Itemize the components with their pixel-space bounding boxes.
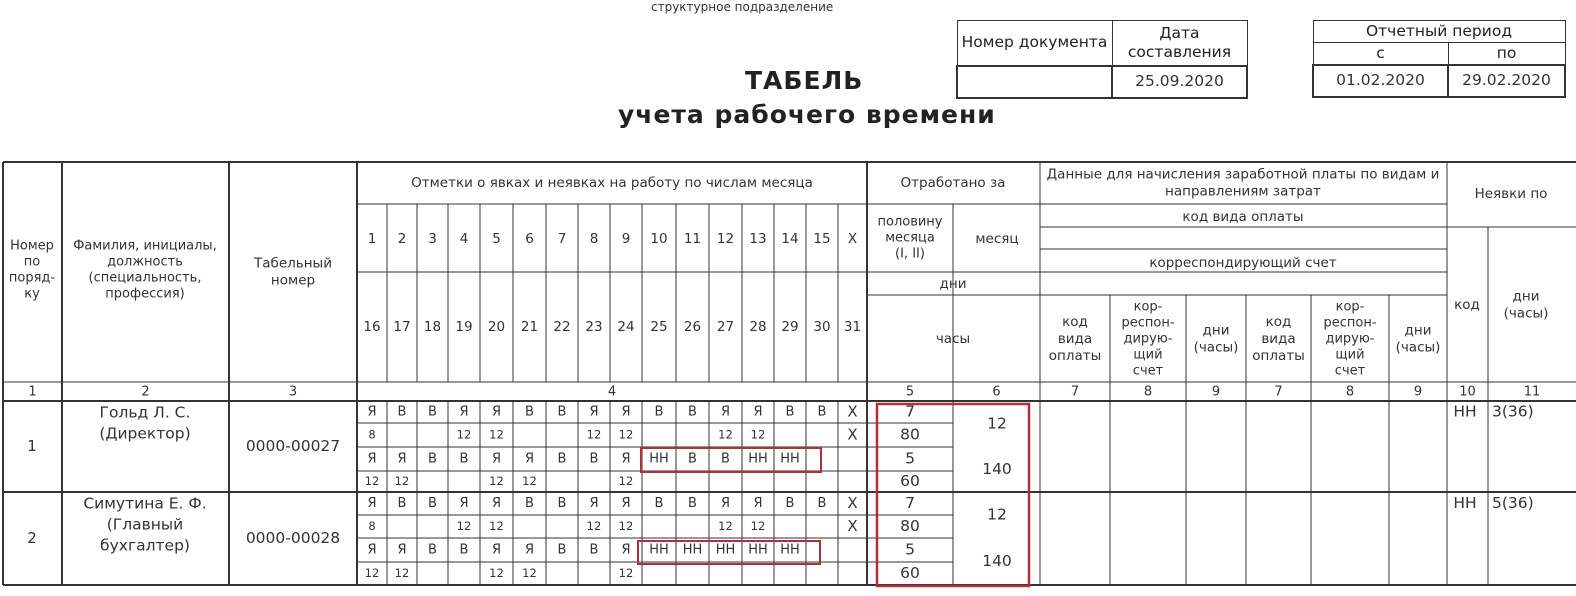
day-number: 9 (621, 231, 631, 247)
day-hours: 12 (456, 519, 472, 533)
header-sub-paycode: оплаты (1048, 348, 1102, 364)
doc-number-label: Номер документа (957, 21, 1112, 66)
header-sub-corr: счет (1132, 363, 1164, 379)
day-hours: 12 (489, 427, 504, 442)
header-sub-corr: дирую- (1123, 331, 1173, 347)
day-mark: В (459, 451, 469, 467)
day-hours: 12 (489, 474, 504, 488)
day-number: 7 (557, 231, 567, 247)
header-paycode: код вида оплаты (1182, 209, 1304, 225)
day-mark: Я (367, 542, 377, 558)
header-worked: Отработано за (900, 175, 1006, 191)
day-mark: В (428, 451, 437, 467)
header-days-hours: (часы) (1503, 305, 1549, 322)
day-number: 31 (843, 319, 862, 335)
day-mark: В (785, 496, 795, 511)
header-absence: Неявки по (1474, 186, 1548, 202)
day-hours: 12 (489, 519, 504, 533)
day-mark: В (589, 542, 599, 558)
day-mark: В (525, 496, 534, 511)
day-mark: Я (491, 496, 502, 511)
column-number: 9 (1413, 384, 1423, 400)
period-to-label: по (1448, 43, 1565, 65)
absence-code: НН (1453, 494, 1477, 512)
day-mark: В (721, 451, 730, 467)
column-number: 7 (1274, 384, 1283, 400)
day-hours: 12 (522, 566, 537, 580)
day-hours: 12 (586, 427, 602, 442)
employee-name: (Директор) (99, 424, 191, 443)
day-mark: Я (491, 542, 502, 558)
day-number: 5 (492, 231, 501, 247)
header-sub-corr: респон- (1323, 315, 1377, 331)
header-half: (I, II) (895, 246, 925, 262)
header-sub-corr: дирую- (1325, 331, 1375, 347)
header-sub-corr: респон- (1121, 315, 1175, 331)
column-number: 6 (992, 384, 1001, 400)
employee-name: (Главный (106, 515, 184, 534)
column-number: 8 (1143, 384, 1153, 400)
column-number: 3 (288, 384, 298, 400)
employee-name: бухгалтер) (100, 536, 190, 555)
absence-code: НН (1453, 402, 1477, 421)
doc-date-label: Дата составления (1112, 21, 1247, 66)
header-sub-corr: кор- (1335, 299, 1365, 315)
day-mark: Я (589, 496, 599, 511)
day-hours: X (847, 425, 858, 444)
header-sub-paycode: код (1062, 314, 1088, 330)
column-number: 8 (1345, 384, 1355, 400)
month-hours: 140 (982, 552, 1012, 570)
day-number: 3 (428, 231, 437, 247)
day-mark: НН (780, 451, 800, 467)
day-mark: Я (397, 451, 407, 467)
day-hours: 12 (489, 566, 504, 580)
subdivision-caption: структурное подразделение (651, 0, 834, 14)
day-number: 13 (749, 231, 767, 247)
header-sub-corr: счет (1334, 363, 1366, 379)
day-mark: Я (753, 496, 763, 511)
half2-days: 5 (905, 540, 915, 559)
header-sub-corr: щий (1133, 347, 1163, 363)
column-number: 11 (1523, 384, 1541, 400)
day-mark: Я (397, 542, 407, 558)
column-number: 9 (1211, 384, 1221, 400)
day-number: 25 (650, 319, 668, 335)
day-number: 11 (683, 231, 702, 247)
employee-name: Гольд Л. С. (99, 403, 191, 422)
day-mark: Я (459, 496, 469, 511)
day-mark: В (525, 404, 534, 420)
day-mark: В (557, 451, 567, 467)
half1-days: 7 (905, 494, 915, 512)
day-mark: В (785, 404, 795, 420)
day-mark: Я (491, 404, 502, 420)
month-days: 12 (987, 505, 1007, 524)
day-number: 8 (589, 231, 599, 247)
day-number: 22 (553, 319, 571, 335)
column-number: 2 (141, 384, 150, 400)
header-marks: Отметки о явках и неявках на работу по числам месяца (411, 175, 813, 191)
header-name: Фамилия, инициалы, (73, 238, 217, 254)
day-number: 23 (585, 319, 603, 335)
header-sub-dayshours: дни (1404, 322, 1432, 339)
document-title: ТАБЕЛЬ (745, 66, 864, 95)
day-hours: 12 (618, 474, 634, 488)
day-mark: В (688, 451, 697, 467)
header-sub-corr: кор- (1133, 299, 1163, 315)
day-number: 6 (525, 231, 534, 247)
day-mark: НН (748, 451, 768, 467)
day-mark: В (654, 404, 664, 420)
day-number: 15 (813, 231, 831, 247)
header-sub-dayshours: (часы) (1395, 339, 1441, 356)
day-mark: В (397, 496, 407, 511)
day-mark: Я (621, 542, 631, 558)
day-number: 2 (397, 231, 407, 247)
day-mark: X (847, 402, 858, 421)
header-corr: корреспондирующий счет (1149, 255, 1337, 271)
header-code: код (1454, 297, 1480, 313)
header-num: по (23, 254, 41, 270)
day-hours: 12 (364, 566, 380, 580)
header-sub-corr: щий (1335, 347, 1365, 363)
day-mark: НН (649, 451, 669, 467)
day-mark: Я (720, 496, 731, 511)
header-days-hours: дни (1512, 288, 1540, 305)
day-mark: НН (748, 542, 768, 558)
header-num: Номер (10, 238, 54, 254)
day-mark: Я (621, 451, 631, 467)
document-subtitle: учета рабочего времени (618, 100, 996, 129)
day-hours: X (847, 517, 858, 535)
half1-days: 7 (905, 402, 915, 421)
absence-days: 3(36) (1492, 402, 1534, 421)
day-hours: 12 (456, 427, 472, 442)
day-number: 16 (363, 319, 381, 335)
day-hours: 12 (750, 519, 766, 533)
day-mark: В (589, 451, 599, 467)
half2-days: 5 (905, 449, 915, 468)
half2-hours: 60 (900, 472, 920, 490)
day-hours: 12 (750, 427, 766, 442)
column-number: 5 (905, 384, 915, 400)
day-mark: Я (621, 404, 631, 420)
day-mark: X (847, 494, 858, 512)
day-number: X (847, 231, 858, 247)
header-sub-paycode: вида (1261, 331, 1296, 347)
period-to-value: 29.02.2020 (1448, 65, 1565, 97)
month-hours: 140 (982, 460, 1012, 478)
day-mark: НН (682, 542, 703, 558)
employee-num: 1 (27, 437, 37, 455)
day-mark: Я (720, 404, 731, 420)
column-number: 4 (607, 384, 617, 400)
header-half: месяца (885, 230, 935, 246)
half1-hours: 80 (900, 517, 920, 535)
day-hours: 12 (364, 474, 380, 488)
employee-tab-number: 0000-00027 (245, 437, 341, 455)
column-number: 7 (1070, 384, 1080, 400)
header-month: месяц (975, 231, 1019, 247)
day-mark: Я (491, 451, 502, 467)
month-days: 12 (987, 414, 1007, 433)
header-days: дни (939, 276, 967, 292)
header-num: ку (24, 286, 40, 302)
day-hours: 12 (586, 519, 602, 533)
day-hours: 12 (522, 474, 537, 488)
day-mark: Я (459, 404, 469, 420)
day-mark: В (817, 496, 827, 511)
day-hours: 8 (368, 427, 376, 442)
day-hours: 12 (718, 519, 733, 533)
day-number: 28 (749, 319, 767, 335)
day-number: 29 (781, 319, 799, 335)
header-salary: направлениям затрат (1165, 183, 1321, 200)
day-mark: В (557, 542, 567, 558)
day-mark: Я (524, 542, 535, 558)
day-number: 12 (716, 231, 735, 247)
day-mark: В (459, 542, 469, 558)
employee-tab-number: 0000-00028 (245, 529, 341, 547)
header-half: половину (877, 214, 943, 230)
period-from-label: с (1313, 43, 1448, 65)
day-number: 20 (487, 319, 506, 335)
period-label: Отчетный период (1313, 21, 1565, 43)
day-hours: 12 (718, 427, 733, 442)
day-number: 17 (393, 319, 411, 335)
day-number: 4 (459, 231, 469, 247)
header-name: профессия) (105, 286, 185, 302)
day-mark: Я (367, 404, 377, 420)
header-salary: Данные для начисления заработной платы по видам и (1046, 166, 1440, 183)
header-tab-number: номер (270, 272, 316, 289)
day-mark: Я (589, 404, 599, 420)
day-hours: 12 (618, 519, 634, 533)
header-hours: часы (935, 331, 971, 347)
day-hours: 12 (618, 427, 634, 442)
day-mark: Я (524, 451, 535, 467)
day-number: 19 (455, 319, 473, 335)
day-mark: В (557, 496, 567, 511)
employee-num: 2 (27, 529, 37, 547)
header-sub-paycode: оплаты (1252, 348, 1305, 364)
day-number: 24 (617, 319, 635, 335)
column-number: 10 (1459, 384, 1476, 400)
day-number: 10 (650, 231, 668, 247)
period-from-value: 01.02.2020 (1313, 65, 1448, 97)
header-tab-number: Табельный (254, 255, 332, 272)
day-mark: НН (780, 542, 800, 558)
header-sub-dayshours: (часы) (1193, 339, 1239, 356)
day-mark: Я (367, 451, 377, 467)
day-number: 27 (716, 319, 735, 335)
day-number: 21 (520, 319, 539, 335)
day-mark: Я (753, 404, 763, 420)
doc-date-value: 25.09.2020 (1112, 66, 1247, 98)
day-mark: Я (367, 496, 377, 511)
header-sub-dayshours: дни (1202, 322, 1230, 339)
day-mark: В (428, 542, 437, 558)
half2-hours: 60 (900, 564, 920, 582)
column-number: 1 (28, 384, 37, 400)
day-number: 18 (423, 319, 442, 335)
day-mark: В (397, 404, 407, 420)
day-mark: НН (715, 542, 736, 558)
day-mark: В (688, 404, 697, 420)
day-mark: В (428, 496, 437, 511)
day-number: 30 (813, 319, 831, 335)
day-hours: 12 (394, 474, 410, 488)
header-sub-paycode: вида (1057, 331, 1093, 347)
header-sub-paycode: код (1265, 314, 1292, 330)
header-name: (специальность, (88, 270, 202, 286)
day-mark: В (688, 496, 697, 511)
day-mark: В (817, 404, 827, 420)
day-number: 26 (683, 319, 702, 335)
day-mark: В (428, 404, 437, 420)
employee-name: Симутина Е. Ф. (83, 494, 207, 513)
day-mark: Я (621, 496, 631, 511)
day-number: 1 (367, 231, 377, 247)
header-num: поряд- (8, 270, 56, 286)
day-mark: В (654, 496, 664, 511)
day-hours: 12 (618, 566, 634, 580)
day-mark: НН (649, 542, 669, 558)
day-hours: 12 (394, 566, 410, 580)
header-name: должность (107, 254, 183, 270)
half1-hours: 80 (900, 425, 920, 444)
day-mark: В (557, 404, 567, 420)
day-number: 14 (781, 231, 799, 247)
day-hours: 8 (368, 519, 376, 533)
absence-days: 5(36) (1492, 494, 1534, 512)
